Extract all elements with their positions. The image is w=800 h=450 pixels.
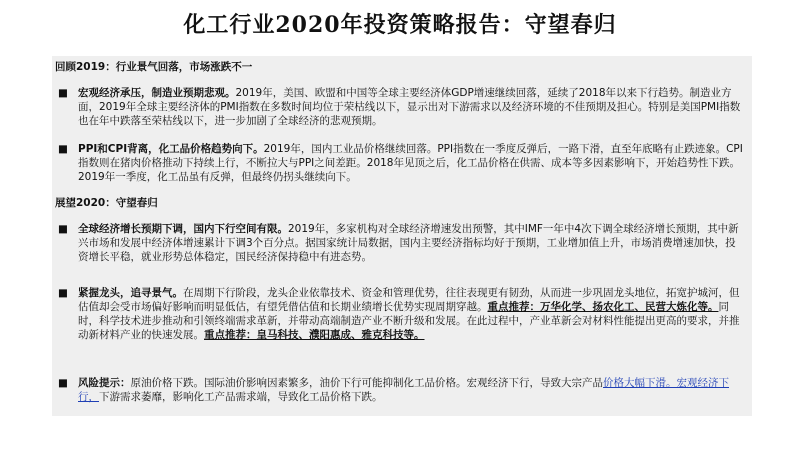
bullet-global-growth <box>78 222 746 264</box>
bullet-text: 在周期下行阶段，龙头企业依靠技术、资金和管理优势，往往表现更有韧劲，从而进一步巩固龙头地位，拓宽护城河，但估值却会受市场偏好影响而明显低估，有望凭借估值和长期业绩增长优势实现周期穿越。 <box>78 287 740 313</box>
bullet-text-mid: 同时，科学技术进步推动和引领终端需求革新，并带动高端制造产业不断升级和发展。在此过程中，产业革新会对材料性能提出更高的要求，并推动新材料产业的快速发展。 <box>78 301 740 341</box>
recommendation-1: 重点推荐：万华化学、扬农化工、民营大炼化等。 <box>487 301 719 313</box>
bullet-lead: 全球经济增长预期下调，国内下行空间有限。 <box>78 223 288 235</box>
bullet-icon: ■ <box>58 377 68 389</box>
bullet-icon: ■ <box>58 143 68 155</box>
bullet-icon: ■ <box>58 287 68 299</box>
bullet-icon: ■ <box>58 223 68 235</box>
report-title: 化工行业2020年投资策略报告：守望春归 <box>183 12 617 38</box>
bullet-leaders <box>78 286 746 342</box>
bullet-text-end: 下游需求萎靡，影响化工产品需求端，导致化工品价格下跌。 <box>99 391 383 403</box>
recommendation-2: 重点推荐：皇马科技、濮阳惠成、雅克科技等。 <box>204 329 425 341</box>
bullet-ppi-cpi <box>78 142 746 184</box>
risk-link[interactable]: 价格大幅下滑。宏观经济下行， <box>78 377 729 403</box>
bullet-lead: 宏观经济承压，制造业预期悲观。 <box>78 87 236 99</box>
bullet-text: 2019年，美国、欧盟和中国等全球主要经济体GDP增速继续回落，延续了2018年以来下行趋势。制造业方面，2019年全球主要经济体的PMI指数在多数时间均位于荣枯线以下，显示出对下游需求以及经济环境的不佳预期及担心。特别是美国PMI指数也在年中跌落至荣枯线以下，进一步加剧了全球经济的悲观预期。 <box>78 87 741 127</box>
bullet-icon: ■ <box>58 87 68 99</box>
bullet-text: 原油价格下跌。国际油价影响因素繁多，油价下行可能抑制化工品价格。宏观经济下行，导致大宗产品 <box>130 377 603 389</box>
bullet-text: 2019年，国内工业品价格继续回落。PPI指数在一季度反弹后，一路下滑，直至年底略有止跌迹象。CPI指数则在猪肉价格推动下持续上行，不断拉大与PPI之间差距。2018年见顶之后，化工品价格在供需、成本等多因素影响下，开始趋势性下跌。2019年一季度，化工品虽有反弹，但最终仍拐头继续向下。 <box>78 143 743 183</box>
bullet-lead: PPI和CPI背离，化工品价格趋势向下。 <box>78 143 264 155</box>
bullet-macro-economy <box>78 86 746 128</box>
bullet-lead: 紧握龙头，追寻景气。 <box>78 287 183 299</box>
section-header-review: 回顾2019：行业景气回落，市场涨跌不一 <box>55 61 253 73</box>
section-header-outlook: 展望2020：守望春归 <box>55 197 158 209</box>
bullet-lead: 风险提示： <box>78 377 131 389</box>
bullet-risk <box>78 376 746 404</box>
bullet-text: 2019年，多家机构对全球经济增速发出预警，其中IMF一年中4次下调全球经济增长预期，其中新兴市场和发展中经济体增速累计下调3个百分点。据国家统计局数据，国内主要经济指标均好于预期，工业增加值上升，市场消费增速加快，投资增长平稳，就业形势总体稳定，国民经济保持稳中有进态势。 <box>78 223 739 263</box>
